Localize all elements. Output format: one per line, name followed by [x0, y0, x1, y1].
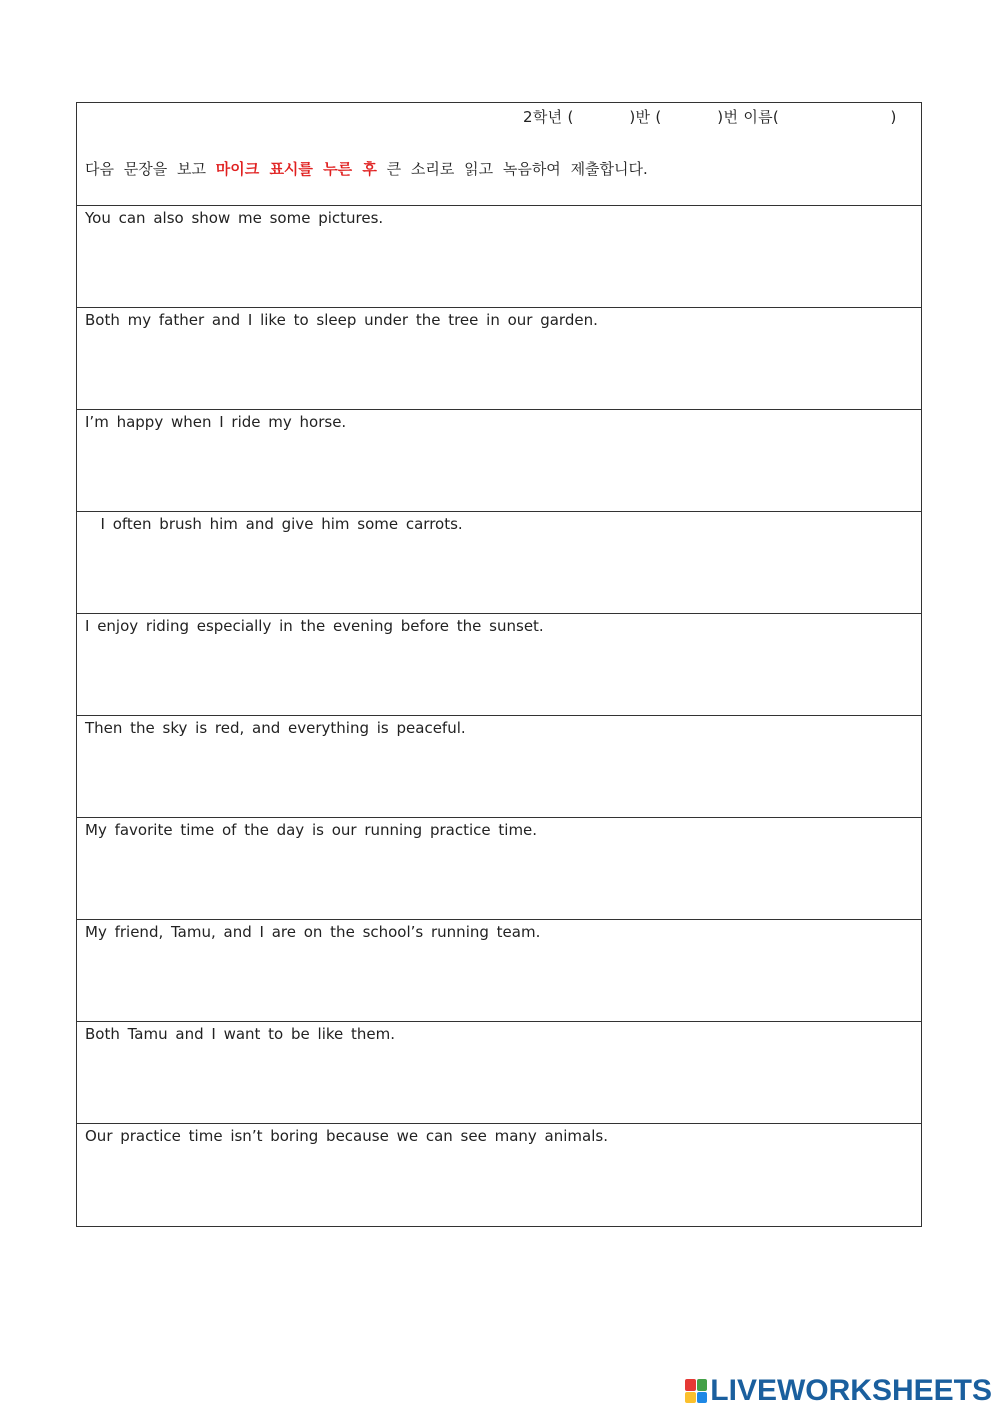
liveworksheets-logo-icon [685, 1379, 707, 1403]
class-name-line: 2학년 ( )반 ( )번 이름( ) [523, 108, 897, 126]
sentence-row[interactable] [77, 206, 921, 308]
worksheet-table [76, 102, 922, 1227]
sentence-row[interactable] [77, 1124, 921, 1226]
sentence-text: I’m happy when I ride my horse. [85, 413, 347, 431]
instruction-after: 큰 소리로 읽고 녹음하여 제출합니다. [376, 160, 648, 178]
logo-text: LIVEWORKSHEETS [710, 1374, 992, 1407]
logo-badge-square [697, 1379, 708, 1391]
header-cell [77, 103, 921, 206]
sentence-text: My friend, Tamu, and I are on the school’s running team. [85, 923, 541, 941]
sentence-row[interactable] [77, 614, 921, 716]
logo-badge-square [685, 1379, 696, 1391]
sentence-row[interactable] [77, 920, 921, 1022]
sentence-text: I often brush him and give him some carrots. [85, 515, 463, 533]
instruction-text [85, 158, 648, 179]
logo-badge-square [685, 1392, 696, 1404]
sentence-text: Then the sky is red, and everything is peaceful. [85, 719, 466, 737]
sentence-text: Both my father and I like to sleep under the tree in our garden. [85, 311, 598, 329]
sentence-row[interactable] [77, 308, 921, 410]
sentence-row[interactable] [77, 716, 921, 818]
sentence-row[interactable] [77, 512, 921, 614]
sentence-text: Both Tamu and I want to be like them. [85, 1025, 396, 1043]
sentence-row[interactable] [77, 818, 921, 920]
sentence-text: You can also show me some pictures. [85, 209, 384, 227]
instruction-before: 다음 문장을 보고 [85, 160, 216, 178]
sentence-text: My favorite time of the day is our running practice time. [85, 821, 538, 839]
logo-badge-square [697, 1392, 708, 1404]
instruction-highlight: 마이크 표시를 누른 후 [215, 160, 377, 178]
sentence-row[interactable] [77, 1022, 921, 1124]
liveworksheets-logo[interactable] [685, 1376, 992, 1406]
sentence-row[interactable] [77, 410, 921, 512]
sentence-text: I enjoy riding especially in the evening before the sunset. [85, 617, 544, 635]
sentence-text: Our practice time isn’t boring because we can see many animals. [85, 1127, 608, 1145]
